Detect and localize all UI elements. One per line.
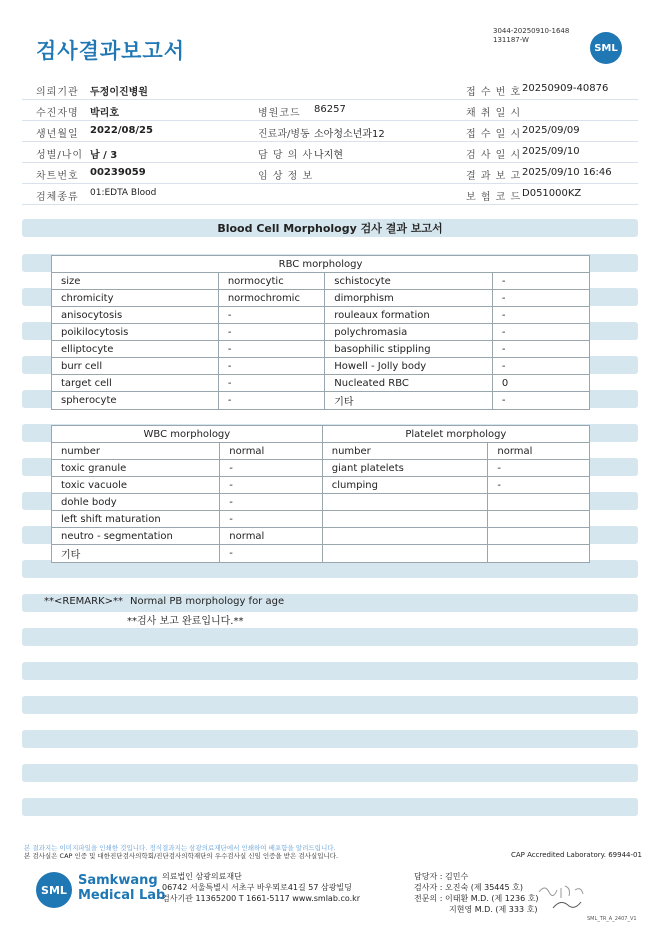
rbc-cell: target cell xyxy=(52,375,219,392)
rbc-cell: - xyxy=(492,392,589,410)
info-row-birth: 생년월일 2022/08/25 진료과/병동 소아청소년과12 접 수 일 시 2025/09/09 xyxy=(22,121,638,142)
wbc-plt-row xyxy=(52,545,590,563)
rbc-row xyxy=(52,375,590,392)
rbc-cell: Howell - Jolly body xyxy=(325,358,493,375)
doc-id-line1: 3044-20250910-1648 xyxy=(493,27,570,35)
wbc-plt-cell xyxy=(322,511,488,528)
wbc-plt-cell: - xyxy=(488,460,590,477)
wbc-plt-cell: clumping xyxy=(322,477,488,494)
stripe xyxy=(22,628,638,646)
wbc-plt-cell: toxic vacuole xyxy=(52,477,220,494)
brand-name xyxy=(78,873,165,903)
org-name: 의료법인 삼광의료재단 xyxy=(162,872,242,881)
rbc-cell: - xyxy=(492,290,589,307)
doctor-name: 나지현 xyxy=(314,150,343,161)
wbc-plt-cell xyxy=(322,545,488,563)
wbc-plt-cell xyxy=(322,528,488,545)
manager-label: 담당자 : xyxy=(414,872,443,881)
stripe xyxy=(22,798,638,816)
wbc-plt-row xyxy=(52,528,590,545)
cap-accreditation: CAP Accredited Laboratory. 69944-01 xyxy=(511,851,642,859)
wbc-plt-row xyxy=(52,477,590,494)
rbc-cell: - xyxy=(218,324,324,341)
wbc-plt-cell: - xyxy=(220,460,322,477)
wbc-plt-row xyxy=(52,494,590,511)
remark-complete: **검사 보고 완료입니다.** xyxy=(127,616,244,627)
wbc-plt-cell: toxic granule xyxy=(52,460,220,477)
chart-number: 00239059 xyxy=(90,167,146,178)
info-row-patient: 수진자명 박리호 병원코드 86257 채 취 일 시 xyxy=(22,100,638,121)
rbc-cell: basophilic stippling xyxy=(325,341,493,358)
rbc-row xyxy=(52,341,590,358)
expert-1: 이태환 M.D. (제 1236 호) xyxy=(444,894,539,903)
rbc-cell: spherocyte xyxy=(52,392,219,410)
info-row-chart: 차트번호 00239059 임 상 정 보 결 과 보 고 2025/09/10 16:46 xyxy=(22,163,638,184)
rbc-row xyxy=(52,307,590,324)
wbc-plt-cell: 기타 xyxy=(52,545,220,563)
department: 소아청소년과12 xyxy=(314,129,385,140)
stripe xyxy=(22,696,638,714)
rbc-cell: 기타 xyxy=(325,392,493,410)
rbc-cell: - xyxy=(218,392,324,410)
brand-line1: Samkwang xyxy=(78,873,158,888)
hospital-name: 두정이진병원 xyxy=(90,87,148,98)
wbc-plt-cell: - xyxy=(220,494,322,511)
rbc-cell: elliptocyte xyxy=(52,341,219,358)
rbc-row xyxy=(52,358,590,375)
rbc-cell: - xyxy=(218,375,324,392)
rbc-row xyxy=(52,392,590,410)
stripe xyxy=(22,662,638,680)
patient-name: 박리호 xyxy=(90,108,119,119)
wbc-plt-cell: - xyxy=(220,511,322,528)
wbc-plt-cell: - xyxy=(488,477,590,494)
org-address: 06742 서울특별시 서초구 바우뫼로41길 57 삼광빌딩 xyxy=(162,883,352,892)
rbc-cell: 0 xyxy=(492,375,589,392)
rbc-cell: - xyxy=(492,273,589,290)
rbc-cell: - xyxy=(218,341,324,358)
wbc-plt-cell: neutro - segmentation xyxy=(52,528,220,545)
rbc-row xyxy=(52,273,590,290)
doc-id-line2: 131187-W xyxy=(493,36,529,44)
stripe xyxy=(22,730,638,748)
wbc-plt-cell xyxy=(488,545,590,563)
wbc-table-title: WBC morphology xyxy=(52,426,323,443)
wbc-plt-cell: giant platelets xyxy=(322,460,488,477)
rbc-cell: size xyxy=(52,273,219,290)
stripe xyxy=(22,764,638,782)
rbc-cell: chromicity xyxy=(52,290,219,307)
rbc-morphology-table xyxy=(51,255,590,410)
rbc-cell: poikilocytosis xyxy=(52,324,219,341)
wbc-plt-cell xyxy=(488,494,590,511)
tester-name: 오진숙 (제 35445 호) xyxy=(444,883,523,892)
tester-label: 검사자 : xyxy=(414,883,443,892)
sex-age: 남 / 3 xyxy=(90,150,118,161)
hospital-code: 86257 xyxy=(314,104,346,115)
insurance-code: D051000KZ xyxy=(522,188,582,199)
rbc-cell: rouleaux formation xyxy=(325,307,493,324)
info-row-specimen: 검체종류 01:EDTA Blood 보 험 코 드 D051000KZ xyxy=(22,184,638,205)
rbc-cell: Nucleated RBC xyxy=(325,375,493,392)
sml-footer-logo: SML xyxy=(36,872,72,908)
wbc-plt-row xyxy=(52,460,590,477)
staff-info xyxy=(414,871,539,915)
document-id xyxy=(493,27,569,45)
wbc-plt-cell: - xyxy=(220,545,322,563)
rbc-row xyxy=(52,290,590,307)
wbc-plt-cell: number xyxy=(52,443,220,460)
wbc-platelet-table xyxy=(51,425,590,563)
rbc-cell: schistocyte xyxy=(325,273,493,290)
platelet-table-title: Platelet morphology xyxy=(322,426,589,443)
rbc-cell: - xyxy=(492,324,589,341)
remark-text: Normal PB morphology for age xyxy=(130,596,285,607)
doctor-signature xyxy=(535,880,595,914)
wbc-plt-cell xyxy=(488,528,590,545)
remark-label: **<REMARK>** xyxy=(44,596,123,607)
expert-label: 전문의 : xyxy=(414,894,443,903)
rbc-cell: anisocytosis xyxy=(52,307,219,324)
test-date: 2025/09/10 xyxy=(522,146,580,157)
rbc-row xyxy=(52,324,590,341)
footer-notice-2: 본 검사실은 CAP 인증 및 대한진단검사의학회/진단검사의학재단의 우수검사실 신임 인증을 받은 검사실입니다. xyxy=(24,852,339,860)
receipt-no: 20250909-40876 xyxy=(522,83,609,94)
receipt-date: 2025/09/09 xyxy=(522,125,580,136)
wbc-plt-cell: normal xyxy=(220,443,322,460)
wbc-plt-cell: normal xyxy=(488,443,590,460)
wbc-plt-cell: - xyxy=(220,477,322,494)
rbc-cell: - xyxy=(492,307,589,324)
form-id: SML_TR_A_2407_V1 xyxy=(587,916,637,922)
wbc-plt-cell: normal xyxy=(220,528,322,545)
rbc-cell: - xyxy=(218,307,324,324)
info-row-sex-age: 성별/나이 남 / 3 담 당 의 사 나지현 검 사 일 시 2025/09/10 xyxy=(22,142,638,163)
wbc-plt-cell: number xyxy=(322,443,488,460)
rbc-table-title: RBC morphology xyxy=(52,256,590,273)
report-date: 2025/09/10 16:46 xyxy=(522,167,612,178)
info-row-hospital: 의뢰기관 두정이진병원 접 수 번 호 20250909-40876 xyxy=(22,79,638,100)
specimen-type: 01:EDTA Blood xyxy=(90,188,157,198)
rbc-cell: - xyxy=(492,341,589,358)
section-title: Blood Cell Morphology 검사 결과 보고서 xyxy=(217,222,443,235)
wbc-plt-cell xyxy=(488,511,590,528)
rbc-cell: polychromasia xyxy=(325,324,493,341)
expert-2: 지현영 M.D. (제 333 호) xyxy=(449,905,538,914)
wbc-plt-cell xyxy=(322,494,488,511)
rbc-cell: normocytic xyxy=(218,273,324,290)
rbc-cell: burr cell xyxy=(52,358,219,375)
manager-name: 김민수 xyxy=(444,872,469,881)
rbc-cell: - xyxy=(492,358,589,375)
rbc-cell: - xyxy=(218,358,324,375)
wbc-plt-cell: dohle body xyxy=(52,494,220,511)
brand-line2: Medical Lab xyxy=(78,888,166,903)
rbc-cell: normochromic xyxy=(218,290,324,307)
birth-date: 2022/08/25 xyxy=(90,125,153,136)
org-info xyxy=(162,871,360,904)
wbc-plt-cell: left shift maturation xyxy=(52,511,220,528)
org-contact: 검사기관 11365200 T 1661-5117 www.smlab.co.kr xyxy=(162,894,361,903)
wbc-plt-row xyxy=(52,511,590,528)
rbc-cell: dimorphism xyxy=(325,290,493,307)
sml-logo: SML xyxy=(590,32,622,64)
wbc-plt-row xyxy=(52,443,590,460)
report-title: 검사결과보고서 xyxy=(36,39,186,63)
footer-notice-1: 본 결과지는 이미지파일을 인쇄한 것입니다. 정식결과지는 삼광의료재단에서 인쇄하여 배포함을 알려드립니다. xyxy=(24,844,336,852)
